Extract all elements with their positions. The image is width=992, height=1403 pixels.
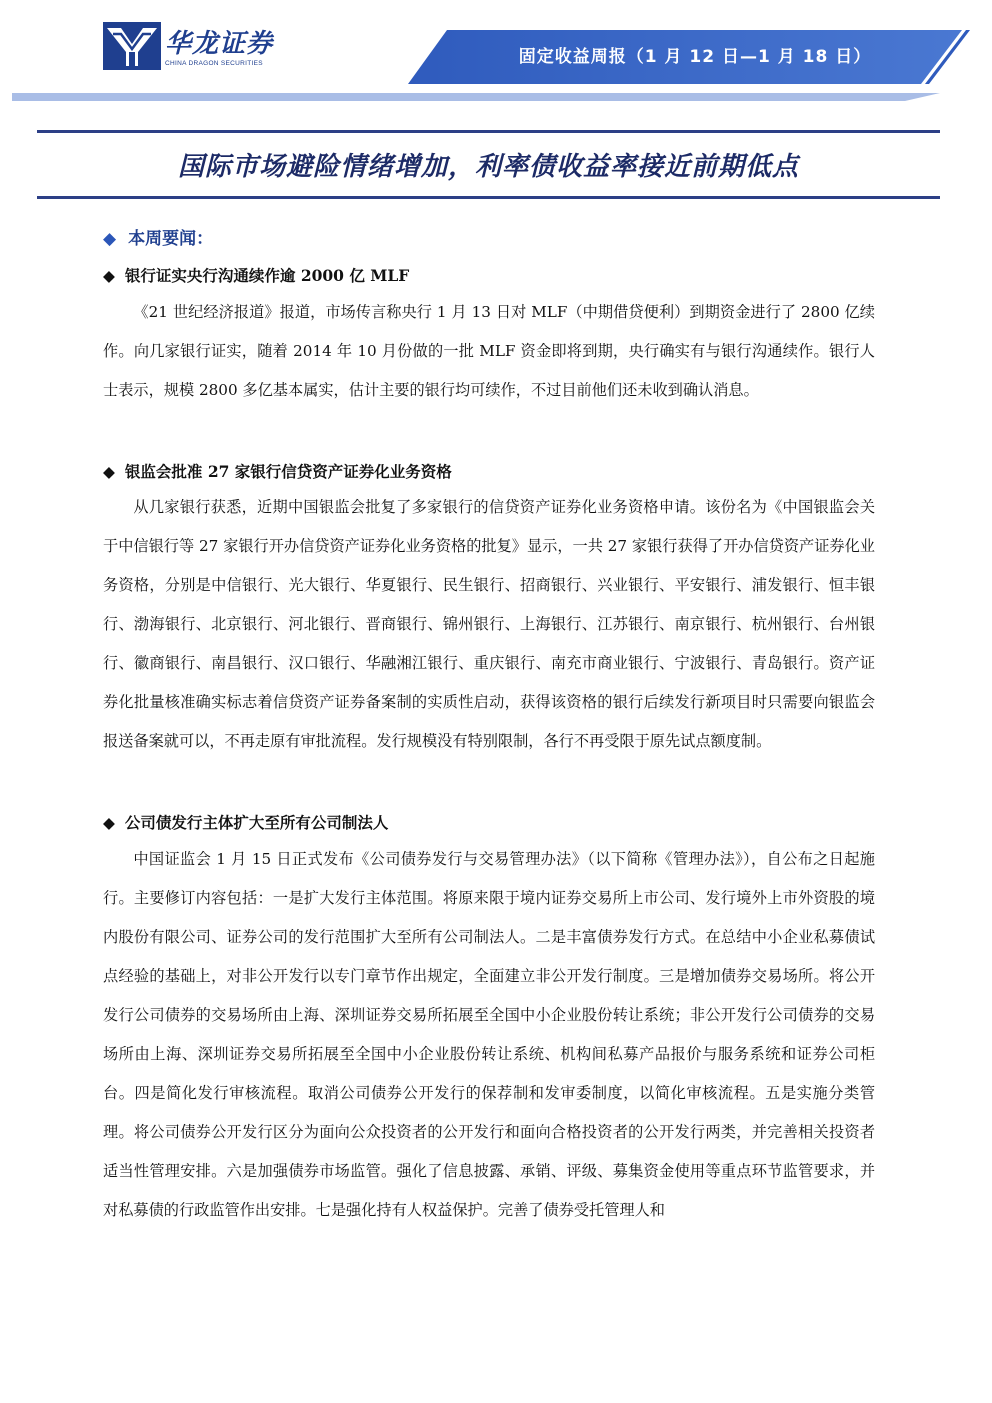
diamond-icon: ◆ xyxy=(103,813,115,832)
title-rule-top xyxy=(37,130,940,133)
news-body-2: 从几家银行获悉，近期中国银监会批复了多家银行的信贷资产证券化业务资格申请。该份名为《中国银监会关于中信银行等 27 家银行开办信贷资产证券化业务资格的批复》显示，一共 27 家银行获得了开办信贷资产证券化业务资格，分别是中信银行、光大银行、华夏银行、民生银行、招商银行、兴业银行、平安银行、浦发银行、恒丰银行、渤海银行、北京银行、河北银行、晋商银行、锦州银行、上海银行、江苏银行、南京银行、杭州银行、台州银行、徽商银行、南昌银行、汉口银行、华融湘江银行、重庆银行、南充市商业银行、宁波银行、青岛银行。资产证券化批量核准确实标志着信贷资产证券备案制的实质性启动，获得该资格的银行后续发行新项目时只需要向银监会报送备案就可以，不再走原有审批流程。发行规模没有特别限制，各行不再受限于原先试点额度制。 xyxy=(103,498,875,750)
dragon-logo-icon xyxy=(103,22,161,70)
news-headline-2 xyxy=(103,460,452,482)
news-headline-1 xyxy=(103,264,409,286)
news-headline-text: 银监会批准 27 家银行信贷资产证券化业务资格 xyxy=(124,462,452,481)
page-title: 国际市场避险情绪增加，利率债收益率接近前期低点 xyxy=(177,152,799,182)
report-title: 固定收益周报（1 月 12 日—1 月 18 日） xyxy=(518,47,872,67)
news-body-1: 《21 世纪经济报道》报道，市场传言称央行 1 月 13 日对 MLF（中期借贷便利）到期资金进行了 2800 亿续作。向几家银行证实，随着 2014 年 10 月份做的一批 MLF 资金即将到期，央行确实有与银行沟通续作。银行人士表示，规模 2800 多亿基本属实，估计主要的银行均可续作，不过目前他们还未收到确认消息。 xyxy=(103,303,875,399)
news-headline-text: 银行证实央行沟通续作逾 2000 亿 MLF xyxy=(124,266,410,285)
company-logo xyxy=(103,22,274,72)
section-heading xyxy=(103,224,213,249)
diamond-icon: ◆ xyxy=(103,229,117,249)
news-body-3: 中国证监会 1 月 15 日正式发布《公司债券发行与交易管理办法》（以下简称《管理办法》），自公布之日起施行。主要修订内容包括：一是扩大发行主体范围。将原来限于境内证券交易所上市公司、发行境外上市外资股的境内股份有限公司、证券公司的发行范围扩大至所有公司制法人。二是丰富债券发行方式。在总结中小企业私募债试点经验的基础上，对非公开发行以专门章节作出规定，全面建立非公开发行制度。三是增加债券交易场所。将公开发行公司债券的交易场所由上海、深圳证券交易所拓展至全国中小企业股份转让系统；非公开发行公司债券的交易场所由上海、深圳证券交易所拓展至全国中小企业股份转让系统、机构间私募产品报价与服务系统和证券公司柜台。四是简化发行审核流程。取消公司债券公开发行的保荐制和发审委制度，以简化审核流程。五是实施分类管理。将公司债券公开发行区分为面向公众投资者的公开发行和面向合格投资者的公开发行两类，并完善相关投资者适当性管理安排。六是加强债券市场监管。强化了信息披露、承销、评级、募集资金使用等重点环节监管要求，并对私募债的行政监管作出安排。七是强化持有人权益保护。完善了债券受托管理人和 xyxy=(103,850,875,1219)
logo-chinese-name: 华龙证券 xyxy=(165,29,274,59)
diamond-icon: ◆ xyxy=(103,462,115,481)
title-rule-bottom xyxy=(37,196,940,199)
news-headline-text: 公司债发行主体扩大至所有公司制法人 xyxy=(124,813,389,832)
news-headline-3 xyxy=(103,811,388,833)
diamond-icon: ◆ xyxy=(103,266,115,285)
section-title: 本周要闻： xyxy=(128,229,214,249)
logo-english-name: CHINA DRAGON SECURITIES xyxy=(165,60,263,67)
